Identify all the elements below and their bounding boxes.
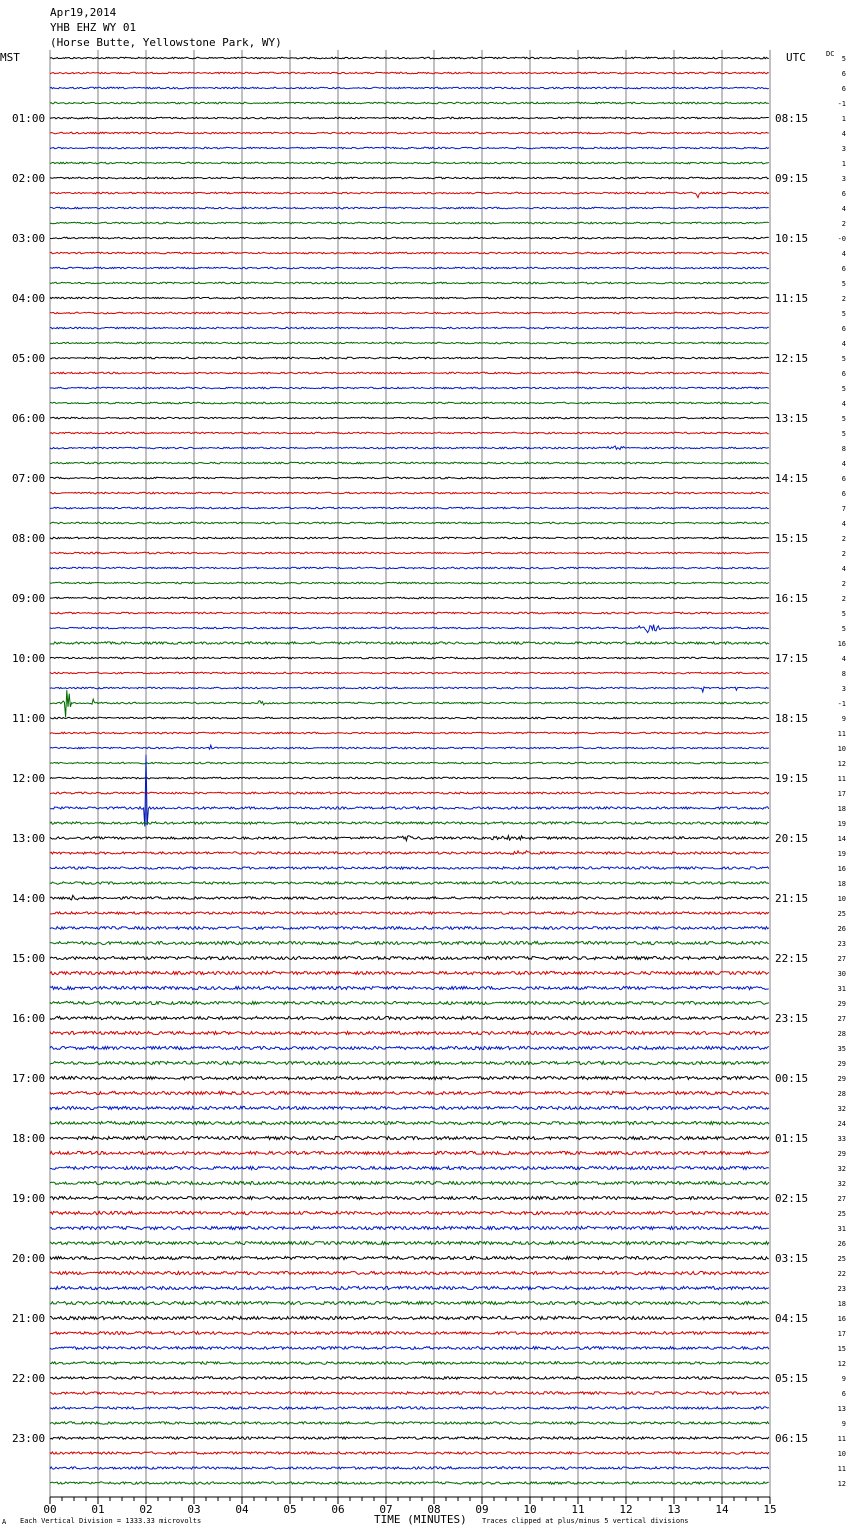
trace-line: [50, 1332, 769, 1335]
mst-hour-label: 23:00: [12, 1432, 46, 1445]
utc-hour-label: 12:15: [775, 352, 809, 365]
trace-line: [50, 162, 769, 164]
trace-line: [50, 267, 769, 269]
dc-offset-label: 12: [837, 760, 846, 768]
seismic-traces: [50, 57, 769, 1484]
dc-offset-label: 28: [837, 1090, 846, 1098]
trace-line: [50, 986, 769, 989]
trace-line: [50, 1452, 769, 1454]
x-tick-label: 09: [475, 1503, 489, 1516]
dc-offset-label: 4: [841, 130, 846, 138]
dc-offset-label: 6: [841, 325, 846, 333]
dc-offset-label: 2: [841, 580, 846, 588]
dc-offset-label: 18: [837, 805, 846, 813]
dc-offset-label: 6: [841, 490, 846, 498]
trace-line: [50, 1061, 769, 1064]
dc-offset-label: 25: [837, 910, 846, 918]
dc-offset-label: 28: [837, 1030, 846, 1038]
trace-line: [50, 836, 769, 841]
trace-line: [50, 477, 769, 479]
trace-line: [50, 1001, 769, 1004]
utc-hour-label: 09:15: [775, 172, 809, 185]
dc-offset-label: 4: [841, 460, 846, 468]
dc-offset-label: 6: [841, 70, 846, 78]
trace-line: [50, 357, 769, 359]
trace-line: [50, 642, 769, 644]
utc-hour-label: 21:15: [775, 892, 809, 905]
trace-line: [50, 792, 769, 794]
x-tick-label: 00: [43, 1503, 57, 1516]
trace-line: [50, 1316, 769, 1319]
x-tick-label: 01: [91, 1503, 105, 1516]
trace-line: [50, 327, 769, 329]
dc-offset-label: 29: [837, 1150, 846, 1158]
mst-hour-label: 05:00: [12, 352, 46, 365]
dc-offset-label: 4: [841, 250, 846, 258]
dc-offset-label: 29: [837, 1000, 846, 1008]
trace-line: [50, 387, 769, 389]
dc-offset-label: 29: [837, 1060, 846, 1068]
dc-offset-label: 4: [841, 520, 846, 528]
mst-hour-label: 07:00: [12, 472, 46, 485]
mst-hour-labels: [12, 112, 45, 1445]
dc-offset-label: 6: [841, 190, 846, 198]
dc-offset-label: 35: [837, 1045, 846, 1053]
dc-offset-label: 10: [837, 895, 846, 903]
dc-offset-label: 12: [837, 1480, 846, 1488]
trace-line: [50, 597, 769, 599]
dc-offset-label: 15: [837, 1345, 846, 1353]
utc-hour-label: 13:15: [775, 412, 809, 425]
trace-line: [50, 745, 769, 749]
utc-hour-label: 08:15: [775, 112, 809, 125]
trace-line: [50, 1016, 769, 1019]
dc-offset-label: 5: [841, 430, 846, 438]
trace-line: [50, 72, 769, 74]
dc-offset-label: 11: [837, 730, 846, 738]
x-tick-label: 11: [571, 1503, 585, 1516]
trace-line: [50, 1151, 769, 1154]
trace-line: [50, 1136, 769, 1139]
trace-line: [50, 237, 769, 239]
trace-line: [50, 882, 769, 884]
dc-offset-label: 22: [837, 1270, 846, 1278]
dc-offset-label: 10: [837, 745, 846, 753]
x-tick-label: 06: [331, 1503, 345, 1516]
utc-hour-label: 15:15: [775, 532, 809, 545]
dc-offset-label: 31: [837, 1225, 846, 1233]
trace-line: [50, 612, 769, 614]
trace-line: [50, 342, 769, 344]
trace-line: [50, 312, 769, 314]
dc-offset-label: 33: [837, 1135, 846, 1143]
trace-line: [50, 1301, 769, 1304]
dc-offset-label: 23: [837, 940, 846, 948]
trace-line: [50, 687, 769, 692]
trace-line: [50, 717, 769, 719]
dc-offset-label: 1: [841, 115, 846, 123]
dc-offset-label: 4: [841, 340, 846, 348]
x-tick-label: 15: [763, 1503, 777, 1516]
dc-offset-label: 5: [841, 610, 846, 618]
trace-line: [50, 1482, 769, 1484]
utc-hour-label: 02:15: [775, 1192, 809, 1205]
trace-line: [50, 1211, 769, 1214]
dc-offset-label: 11: [837, 1465, 846, 1473]
mst-hour-label: 11:00: [12, 712, 46, 725]
dc-offset-label: 5: [841, 385, 846, 393]
trace-line: [50, 732, 769, 734]
mst-hour-label: 03:00: [12, 232, 46, 245]
dc-column-label: DC: [826, 50, 835, 58]
dc-offset-label: 32: [837, 1165, 846, 1173]
dc-offset-label: 5: [841, 625, 846, 633]
dc-offset-label: 2: [841, 220, 846, 228]
dc-offset-label: 8: [841, 445, 846, 453]
dc-offset-label: 24: [837, 1120, 846, 1128]
trace-line: [50, 1437, 769, 1439]
dc-offset-label: 16: [837, 640, 846, 648]
utc-hour-label: 00:15: [775, 1072, 809, 1085]
dc-offset-label: 4: [841, 205, 846, 213]
mst-hour-label: 04:00: [12, 292, 46, 305]
utc-hour-label: 10:15: [775, 232, 809, 245]
trace-line: [50, 147, 769, 149]
dc-offset-label: 3: [841, 175, 846, 183]
trace-line: [50, 1181, 769, 1184]
utc-hour-label: 18:15: [775, 712, 809, 725]
utc-hour-labels: [775, 112, 808, 1445]
trace-line: [50, 672, 769, 674]
utc-hour-label: 16:15: [775, 592, 809, 605]
dc-offset-label: 1: [841, 160, 846, 168]
utc-hour-label: 03:15: [775, 1252, 809, 1265]
chart-header: [0, 6, 834, 64]
dc-offset-label: 11: [837, 1435, 846, 1443]
header-location: (Horse Butte, Yellowstone Park, WY): [50, 36, 282, 49]
mst-hour-label: 10:00: [12, 652, 46, 665]
mst-hour-label: 20:00: [12, 1252, 46, 1265]
trace-line: [50, 1467, 769, 1469]
utc-hour-label: 23:15: [775, 1012, 809, 1025]
dc-offset-label: 27: [837, 955, 846, 963]
dc-offset-label: 5: [841, 415, 846, 423]
utc-hour-label: 04:15: [775, 1312, 809, 1325]
utc-hour-label: 17:15: [775, 652, 809, 665]
dc-offset-label: 5: [841, 355, 846, 363]
mst-hour-label: 06:00: [12, 412, 46, 425]
dc-offset-label: 23: [837, 1285, 846, 1293]
dc-offset-label: 5: [841, 310, 846, 318]
trace-line: [50, 1106, 769, 1109]
mst-hour-label: 08:00: [12, 532, 46, 545]
trace-line: [50, 1377, 769, 1380]
mst-hour-label: 19:00: [12, 1192, 46, 1205]
dc-offset-label: 6: [841, 1390, 846, 1398]
dc-offset-label: 32: [837, 1105, 846, 1113]
dc-offset-label: 17: [837, 1330, 846, 1338]
dc-offset-label: -1: [837, 100, 846, 108]
dc-offset-label: 2: [841, 550, 846, 558]
trace-line: [50, 657, 769, 659]
dc-offset-label: 25: [837, 1255, 846, 1263]
trace-line: [50, 297, 769, 299]
trace-line: [50, 1226, 769, 1229]
dc-offset-label: 31: [837, 985, 846, 993]
trace-line: [50, 492, 769, 494]
dc-offset-label: 19: [837, 820, 846, 828]
trace-line: [50, 57, 769, 59]
trace-line: [50, 402, 769, 404]
trace-line: [50, 755, 769, 827]
right-zone-label: UTC: [786, 51, 806, 64]
dc-offset-label: 26: [837, 1240, 846, 1248]
trace-line: [50, 1347, 769, 1350]
trace-line: [50, 252, 769, 254]
x-tick-label: 03: [187, 1503, 201, 1516]
dc-offset-label: 27: [837, 1195, 846, 1203]
dc-offset-label: 11: [837, 775, 846, 783]
mst-hour-label: 22:00: [12, 1372, 46, 1385]
dc-offset-labels: [838, 55, 846, 1488]
dc-offset-label: 9: [841, 715, 846, 723]
trace-line: [50, 1422, 769, 1424]
mst-hour-label: 12:00: [12, 772, 46, 785]
trace-line: [50, 912, 769, 914]
trace-line: [50, 762, 769, 764]
trace-line: [50, 432, 769, 434]
trace-line: [50, 895, 769, 900]
trace-line: [50, 1196, 769, 1199]
dc-offset-label: 8: [841, 670, 846, 678]
dc-offset-label: 4: [841, 400, 846, 408]
trace-line: [50, 1286, 769, 1289]
dc-offset-label: 5: [841, 55, 846, 63]
x-tick-label: 12: [619, 1503, 633, 1516]
trace-line: [50, 867, 769, 869]
mst-hour-label: 15:00: [12, 952, 46, 965]
utc-hour-label: 14:15: [775, 472, 809, 485]
dc-offset-label: 3: [841, 685, 846, 693]
trace-line: [50, 522, 769, 524]
header-date: Apr19,2014: [50, 6, 117, 19]
dc-offset-label: 2: [841, 595, 846, 603]
dc-offset-label: 12: [837, 1360, 846, 1368]
trace-line: [50, 582, 769, 584]
trace-line: [50, 446, 769, 450]
trace-line: [50, 625, 769, 633]
mst-hour-label: 17:00: [12, 1072, 46, 1085]
mst-hour-label: 14:00: [12, 892, 46, 905]
trace-line: [50, 1241, 769, 1244]
dc-offset-label: 29: [837, 1075, 846, 1083]
trace-line: [50, 1362, 769, 1365]
dc-offset-label: 10: [837, 1450, 846, 1458]
trace-line: [50, 222, 769, 224]
dc-offset-label: 7: [841, 505, 846, 513]
trace-line: [50, 927, 769, 930]
dc-offset-label: 32: [837, 1180, 846, 1188]
trace-line: [50, 822, 769, 824]
x-tick-label: 07: [379, 1503, 393, 1516]
trace-line: [50, 690, 769, 717]
dc-offset-label: 6: [841, 85, 846, 93]
dc-offset-label: 25: [837, 1210, 846, 1218]
trace-line: [50, 956, 769, 959]
left-zone-label: MST: [0, 51, 20, 64]
trace-line: [50, 851, 769, 855]
dc-offset-label: 27: [837, 1015, 846, 1023]
dc-offset-label: 4: [841, 655, 846, 663]
trace-line: [50, 552, 769, 554]
mst-hour-label: 13:00: [12, 832, 46, 845]
dc-offset-label: 4: [841, 565, 846, 573]
utc-hour-label: 22:15: [775, 952, 809, 965]
mst-hour-label: 16:00: [12, 1012, 46, 1025]
dc-offset-label: 9: [841, 1375, 846, 1383]
trace-line: [50, 1121, 769, 1124]
trace-line: [50, 117, 769, 119]
mst-hour-label: 21:00: [12, 1312, 46, 1325]
trace-line: [50, 507, 769, 509]
trace-line: [50, 102, 769, 104]
dc-offset-label: 16: [837, 1315, 846, 1323]
x-tick-label: 05: [283, 1503, 297, 1516]
dc-offset-label: 16: [837, 865, 846, 873]
trace-line: [50, 1392, 769, 1395]
trace-line: [50, 1076, 769, 1079]
utc-hour-label: 19:15: [775, 772, 809, 785]
utc-hour-label: 01:15: [775, 1132, 809, 1145]
dc-offset-label: 2: [841, 295, 846, 303]
dc-offset-label: 9: [841, 1420, 846, 1428]
trace-line: [50, 1046, 769, 1049]
vertical-division-note: Each Vertical Division = 1333.33 microvolts: [20, 1517, 202, 1525]
dc-offset-label: 6: [841, 475, 846, 483]
trace-line: [50, 282, 769, 284]
trace-line: [50, 567, 769, 569]
dc-offset-label: 30: [837, 970, 846, 978]
dc-offset-label: 17: [837, 790, 846, 798]
mst-hour-label: 02:00: [12, 172, 46, 185]
x-tick-label: 08: [427, 1503, 441, 1516]
utc-hour-label: 05:15: [775, 1372, 809, 1385]
dc-offset-label: 3: [841, 145, 846, 153]
trace-line: [50, 537, 769, 539]
dc-offset-label: 26: [837, 925, 846, 933]
dc-offset-label: 13: [837, 1405, 846, 1413]
trace-line: [50, 971, 769, 974]
trace-line: [50, 207, 769, 209]
utc-hour-label: 20:15: [775, 832, 809, 845]
corner-mark: A: [2, 1518, 7, 1526]
trace-line: [50, 417, 769, 419]
x-tick-label: 10: [523, 1503, 537, 1516]
dc-offset-label: -0: [837, 235, 846, 243]
trace-line: [50, 1166, 769, 1169]
trace-line: [50, 941, 769, 944]
trace-line: [50, 372, 769, 374]
chart-footer: [2, 1513, 689, 1526]
x-axis-title: TIME (MINUTES): [374, 1513, 467, 1526]
mst-hour-label: 09:00: [12, 592, 46, 605]
utc-hour-label: 06:15: [775, 1432, 809, 1445]
trace-line: [50, 462, 769, 464]
x-tick-label: 02: [139, 1503, 153, 1516]
trace-line: [50, 1091, 769, 1094]
utc-hour-label: 11:15: [775, 292, 809, 305]
dc-offset-label: 18: [837, 880, 846, 888]
dc-offset-label: 6: [841, 370, 846, 378]
dc-offset-label: 14: [837, 835, 846, 843]
trace-line: [50, 777, 769, 779]
trace-line: [50, 132, 769, 134]
dc-offset-label: 2: [841, 535, 846, 543]
x-tick-label: 13: [667, 1503, 681, 1516]
dc-offset-label: 18: [837, 1300, 846, 1308]
dc-offset-label: -1: [837, 700, 846, 708]
dc-offset-label: 5: [841, 280, 846, 288]
dc-offset-label: 6: [841, 265, 846, 273]
clipping-note: Traces clipped at plus/minus 5 vertical divisions: [482, 1517, 689, 1525]
trace-line: [50, 1031, 769, 1034]
mst-hour-label: 01:00: [12, 112, 46, 125]
trace-line: [50, 1256, 769, 1259]
trace-line: [50, 87, 769, 89]
trace-line: [50, 1271, 769, 1274]
mst-hour-label: 18:00: [12, 1132, 46, 1145]
trace-line: [50, 192, 769, 197]
trace-line: [50, 1407, 769, 1409]
trace-line: [50, 177, 769, 179]
x-tick-label: 04: [235, 1503, 249, 1516]
x-tick-label: 14: [715, 1503, 729, 1516]
header-station: YHB EHZ WY 01: [50, 21, 137, 34]
dc-offset-label: 19: [837, 850, 846, 858]
